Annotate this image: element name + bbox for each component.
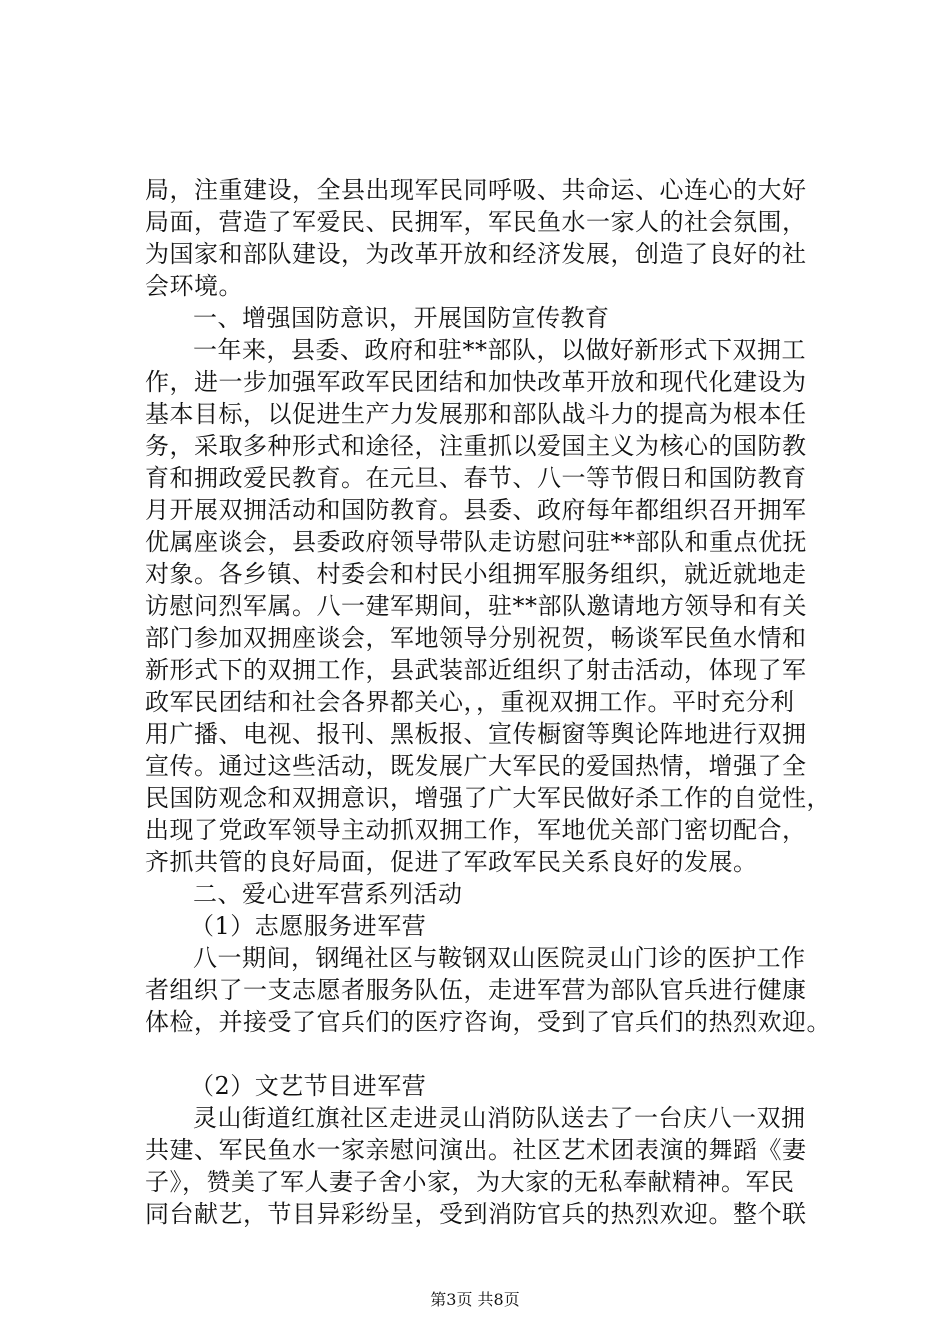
paragraph-line: 务，采取多种形式和途径，注重抓以爱国主义为核心的国防教: [145, 432, 807, 460]
section-heading-2: 二、爱心进军营系列活动: [193, 880, 463, 908]
subsection-heading-1: （1）志愿服务进军营: [190, 912, 427, 940]
paragraph-line: 体检，并接受了官兵们的医疗咨询，受到了官兵们的热烈欢迎。: [145, 1008, 831, 1036]
paragraph-line: 一年来，县委、政府和驻**部队，以做好新形式下双拥工: [193, 336, 806, 364]
paragraph-line: 为国家和部队建设，为改革开放和经济发展，创造了良好的社: [145, 240, 807, 268]
paragraph-line: 局面，营造了军爱民、民拥军，军民鱼水一家人的社会氛围，: [145, 208, 807, 236]
paragraph-line: 子》，赞美了军人妻子舍小家，为大家的无私奉献精神。军民: [145, 1168, 795, 1196]
section-heading-1: 一、增强国防意识，开展国防宣传教育: [193, 304, 610, 332]
paragraph-line: 优属座谈会，县委政府领导带队走访慰问驻**部队和重点优抚: [145, 528, 807, 556]
page-footer: 第3页 共8页: [430, 1290, 520, 1309]
paragraph-line: 灵山街道红旗社区走进灵山消防队送去了一台庆八一双拥: [193, 1104, 806, 1132]
paragraph-line: 民国防观念和双拥意识，增强了广大军民做好杀工作的自觉性，: [145, 784, 831, 812]
paragraph-line: 用广播、电视、报刊、黑板报、宣传橱窗等舆论阵地进行双拥: [145, 720, 807, 748]
paragraph-line: 月开展双拥活动和国防教育。县委、政府每年都组织召开拥军: [145, 496, 807, 524]
paragraph-line: 会环境。: [145, 272, 243, 300]
paragraph-line: 出现了党政军领导主动抓双拥工作，军地优关部门密切配合，: [145, 816, 807, 844]
paragraph-line: 局，注重建设，全县出现军民同呼吸、共命运、心连心的大好: [145, 176, 807, 204]
paragraph-line: 宣传。通过这些活动，既发展广大军民的爱国热情，增强了全: [145, 752, 807, 780]
paragraph-line: 对象。各乡镇、村委会和村民小组拥军服务组织，就近就地走: [145, 560, 807, 588]
paragraph-line: 同台献艺，节目异彩纷呈，受到消防官兵的热烈欢迎。整个联: [145, 1200, 807, 1228]
paragraph-line: 共建、军民鱼水一家亲慰问演出。社区艺术团表演的舞蹈《妻: [145, 1136, 807, 1164]
paragraph-line: 部门参加双拥座谈会，军地领导分别祝贺，畅谈军民鱼水情和: [145, 624, 807, 652]
paragraph-line: 八一期间，钢绳社区与鞍钢双山医院灵山门诊的医护工作: [193, 944, 806, 972]
paragraph-line: 齐抓共管的良好局面，促进了军政军民关系良好的发展。: [145, 848, 758, 876]
paragraph-line: 新形式下的双拥工作，县武装部近组织了射击活动，体现了军: [145, 656, 807, 684]
paragraph-line: 者组织了一支志愿者服务队伍，走进军营为部队官兵进行健康: [145, 976, 807, 1004]
paragraph-line: 基本目标，以促进生产力发展那和部队战斗力的提高为根本任: [145, 400, 807, 428]
paragraph-line: 作，进一步加强军政军民团结和加快改革开放和现代化建设为: [145, 368, 807, 396]
paragraph-line: 育和拥政爱民教育。在元旦、春节、八一等节假日和国防教育: [145, 464, 807, 492]
paragraph-line: 政军民团结和社会各界都关心，，重视双拥工作。平时充分利: [145, 688, 795, 716]
subsection-heading-2: （2）文艺节目进军营: [190, 1072, 427, 1100]
paragraph-line: 访慰问烈军属。八一建军期间，驻**部队邀请地方领导和有关: [145, 592, 807, 620]
